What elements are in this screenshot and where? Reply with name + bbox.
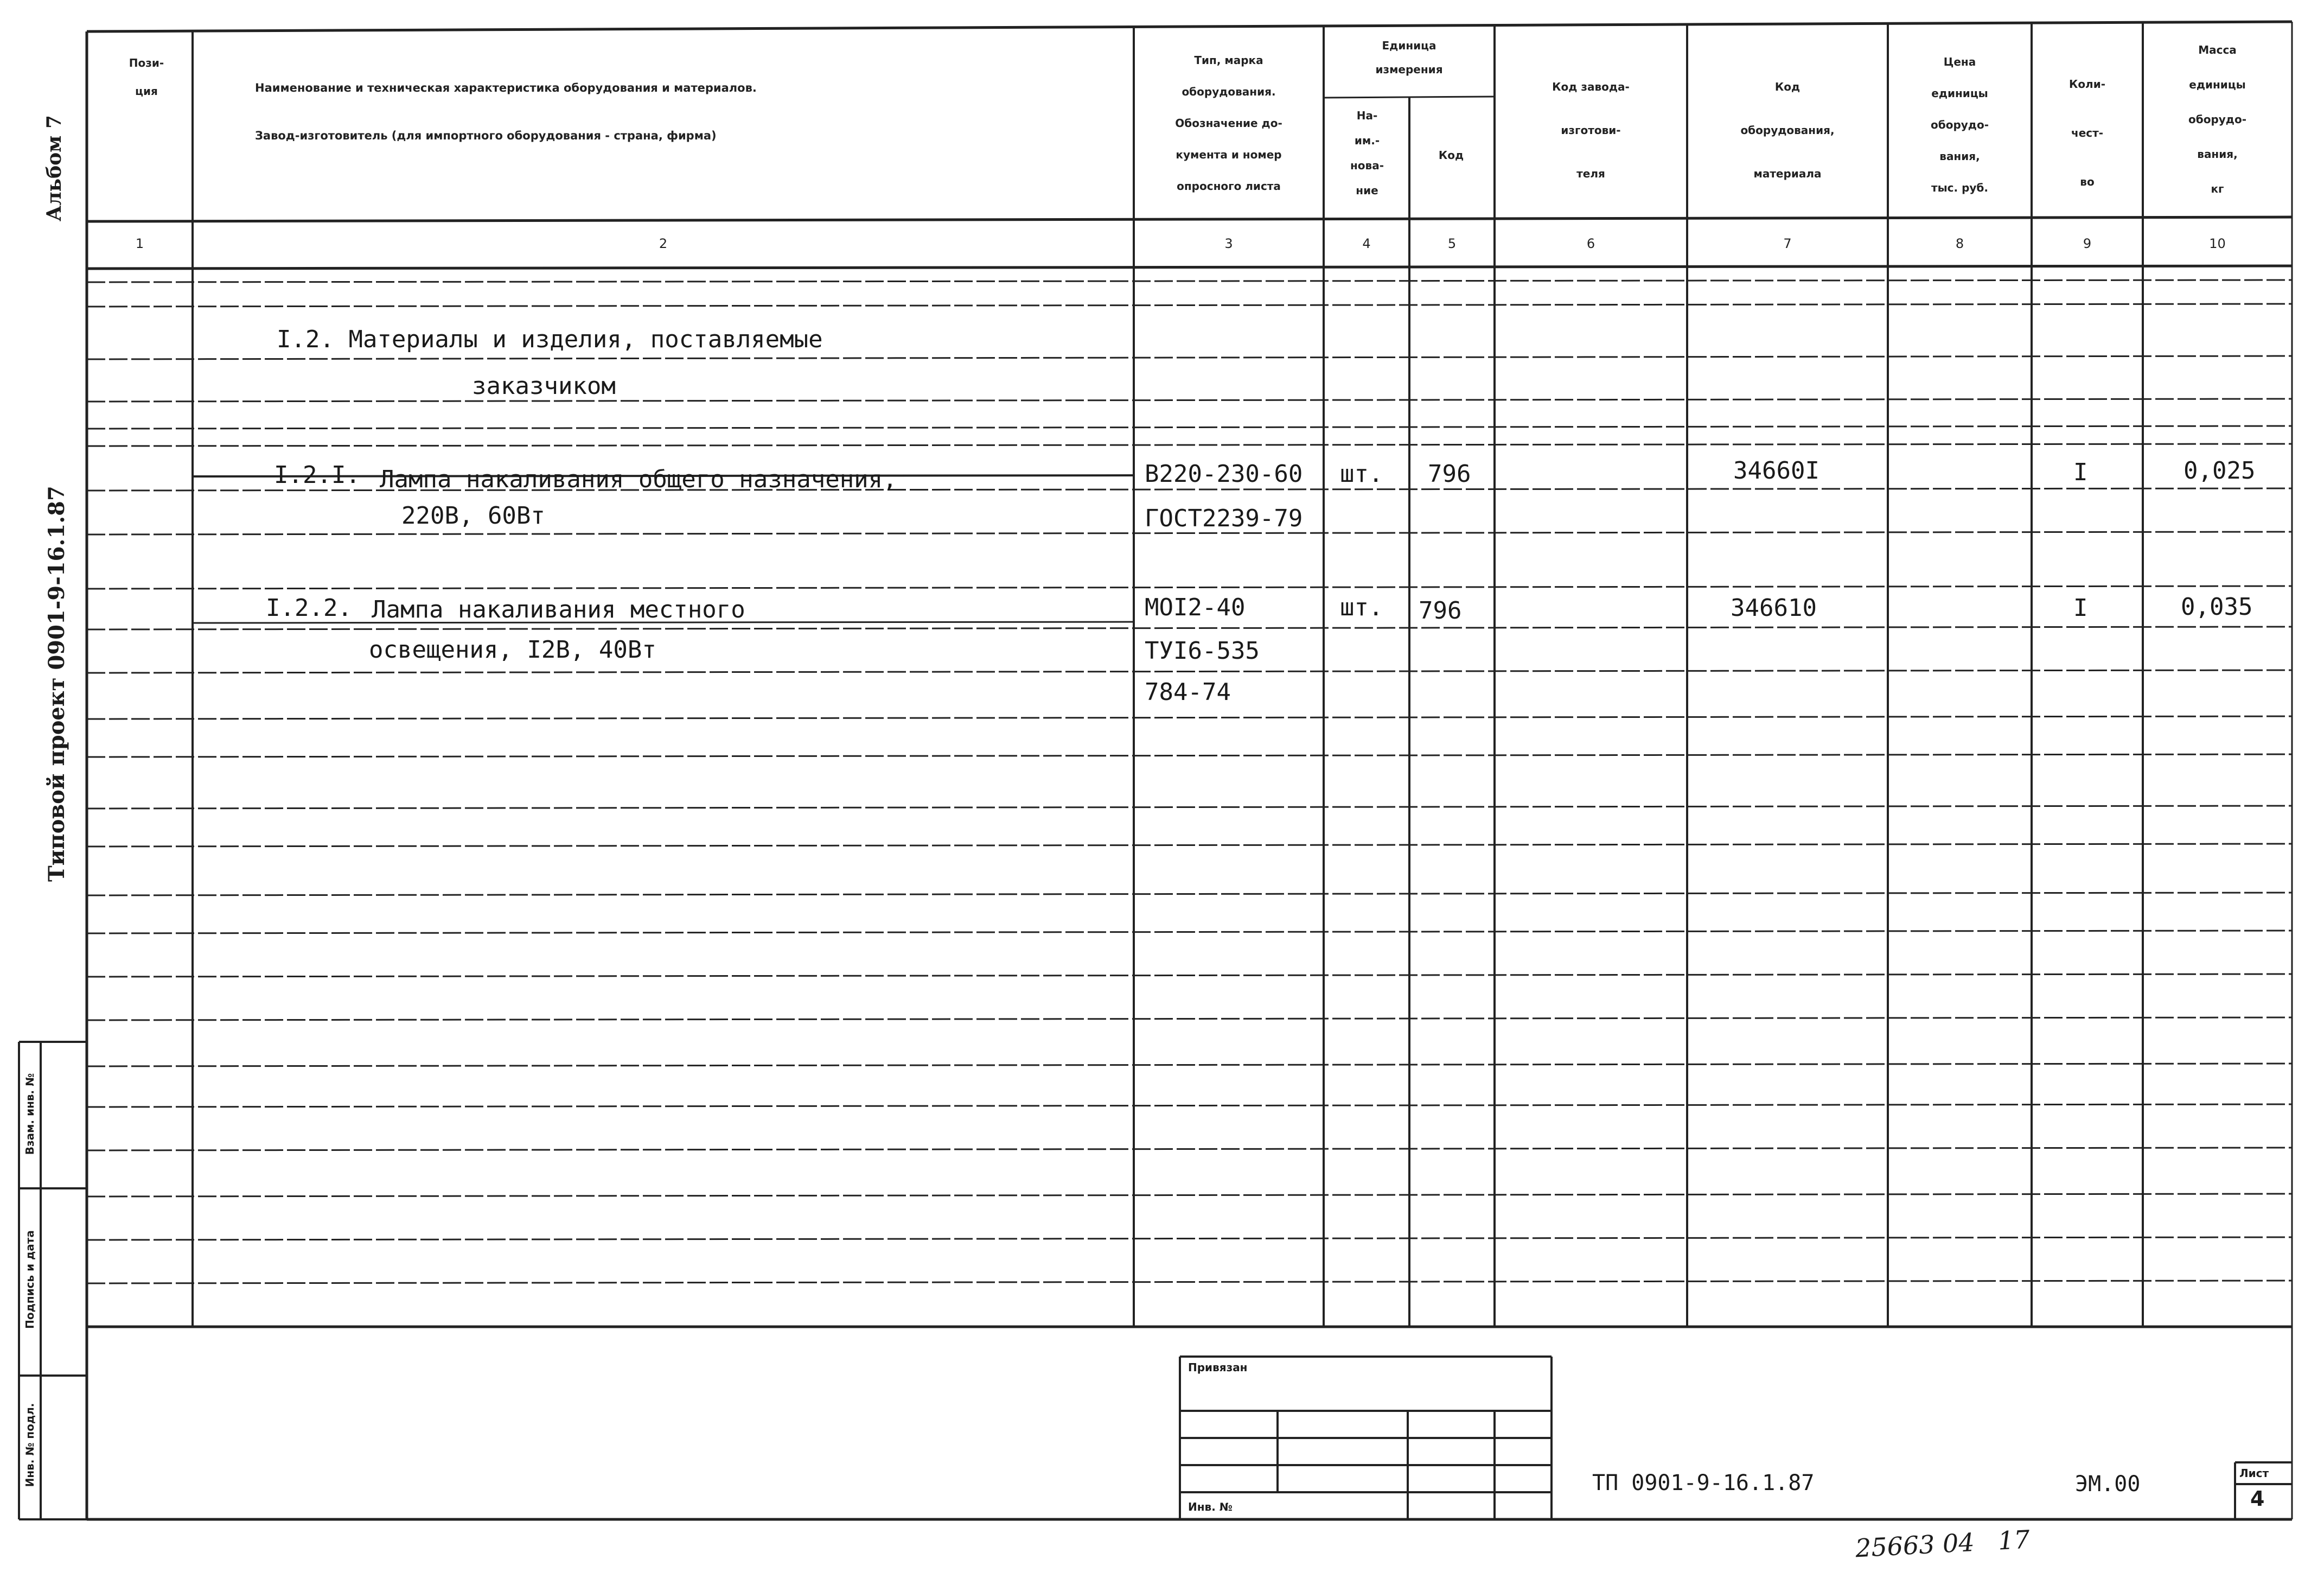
item-1-pos: I.2.I. (274, 461, 360, 489)
hdr-col6-l1: Код завода- (1552, 80, 1630, 93)
hdr-col2-line2: Завод-изготовитель (для импортного оборудования - страна, фирма) (255, 129, 717, 142)
hdr-col9-l3: во (2080, 175, 2095, 188)
hdr-col10-l3: оборудо- (2188, 113, 2246, 126)
stamp-sheet-type: ЭМ.00 (2075, 1472, 2141, 1497)
hdr-col1 (108, 49, 184, 105)
item-1-name-line1: Лампа накаливания общего назначения, (380, 466, 897, 493)
hdr-col7-l1: Код (1774, 80, 1801, 93)
hdr-col10-l5: кг (2211, 182, 2224, 195)
hdr-col10 (2146, 33, 2289, 206)
hdr-col8-l3: оборудо- (1931, 118, 1989, 131)
item-2-type-2: ТУI6-535 (1145, 637, 1260, 665)
stamp-inv: Инв. № (1188, 1500, 1233, 1513)
hdr-col6 (1497, 65, 1684, 195)
hdr-col8-l1: Цена (1943, 55, 1976, 68)
hdr-col7-l2: оборудования, (1740, 124, 1835, 137)
hdr-col3-l4: кумента и номер (1176, 148, 1282, 161)
hdr-col4-l4: ние (1356, 184, 1378, 197)
hdr-col7-l3: материала (1753, 167, 1822, 180)
hdr-col9 (2034, 60, 2140, 206)
hdr-col4-l1: На- (1356, 109, 1378, 122)
hdr-col1-l2: ция (135, 85, 158, 98)
hdr-col10-l4: вания, (2197, 148, 2238, 161)
hdr-col3-l5: опросного листа (1177, 180, 1281, 193)
item-1-mass: 0,025 (2183, 457, 2256, 485)
colnum-8: 8 (1955, 236, 1964, 251)
hdr-col8-l2: единицы (1931, 87, 1988, 100)
stamp-privyazan: Привязан (1188, 1361, 1248, 1374)
hdr-col8 (1891, 46, 2029, 203)
section-title-line1: I.2. Материалы и изделия, поставляемые (277, 326, 823, 353)
hdr-col9-l2: чест- (2071, 126, 2104, 139)
hdr-col3-l3: Обозначение до- (1175, 117, 1282, 130)
colnum-4: 4 (1362, 236, 1371, 251)
margin-cell-replace: Взам. инв. № (23, 1073, 36, 1155)
colnum-5: 5 (1447, 236, 1457, 251)
item-1-code: 34660I (1733, 457, 1819, 485)
stamp-sheet-number: 4 (2250, 1487, 2265, 1511)
item-2-unit: шт. (1340, 594, 1383, 621)
hdr-col3-l1: Тип, марка (1194, 54, 1263, 67)
hdr-col8-l4: вания, (1939, 150, 1980, 163)
hdr-col8-l5: тыс. руб. (1931, 181, 1988, 194)
item-1-unit-code: 796 (1428, 460, 1471, 488)
hdr-unit-l2: измерения (1375, 63, 1443, 76)
hdr-unit-l1: Единица (1382, 39, 1436, 52)
hdr-col3 (1137, 44, 1321, 202)
item-2-code: 346610 (1731, 594, 1817, 622)
hdr-col6-l2: изготови- (1561, 124, 1621, 137)
colnum-6: 6 (1586, 236, 1595, 251)
hdr-col2-line1: Наименование и техническая характеристика оборудования и материалов. (255, 81, 757, 94)
item-2-qty: I (2073, 594, 2088, 622)
item-2-unit-code: 796 (1419, 597, 1462, 625)
hdr-col1-l1: Пози- (129, 56, 164, 69)
colnum-2: 2 (659, 236, 668, 251)
item-1-type-2: ГОСТ2239-79 (1145, 505, 1303, 532)
item-1-qty: I (2073, 459, 2088, 486)
stamp-doc-code: ТП 0901-9-16.1.87 (1592, 1471, 1815, 1495)
item-2-name-line2: освещения, I2В, 40Вт (369, 636, 656, 664)
section-title-line2: заказчиком (472, 372, 616, 400)
hdr-col5: Код (1438, 149, 1464, 162)
colnum-10: 10 (2209, 236, 2226, 251)
item-2-type-1: МОI2-40 (1145, 594, 1246, 621)
margin-cell-sign: Подпись и дата (23, 1230, 36, 1329)
item-1-unit: шт. (1340, 460, 1383, 488)
colnum-3: 3 (1224, 236, 1233, 251)
hdr-col3-l2: оборудования. (1182, 85, 1276, 98)
item-2-pos: I.2.2. (266, 594, 352, 622)
hdr-col9-l1: Коли- (2068, 78, 2106, 91)
item-1-type-1: В220-230-60 (1145, 460, 1303, 488)
item-2-mass: 0,035 (2181, 593, 2253, 621)
hdr-col6-l3: теля (1576, 167, 1605, 180)
item-2-name-line1: Лампа накаливания местного (372, 596, 745, 623)
colnum-9: 9 (2083, 236, 2092, 251)
hdr-col10-l2: единицы (2189, 78, 2246, 91)
item-2-type-3: 784-74 (1145, 678, 1231, 706)
project-label: Типовой проект 0901-9-16.1.87 (44, 486, 69, 882)
colnum-7: 7 (1783, 236, 1792, 251)
hdr-col4-l2: им.- (1354, 134, 1380, 147)
item-1-name-line2: 220В, 60Вт (401, 502, 545, 530)
handwritten-footer-number: 25663 04 17 (1854, 1524, 2031, 1563)
album-label: Альбом 7 (43, 115, 66, 222)
hdr-col4-l3: нова- (1350, 159, 1384, 172)
hdr-col10-l1: Масса (2198, 43, 2237, 56)
hdr-col4 (1326, 103, 1408, 203)
stamp-sheet-label: Лист (2239, 1467, 2269, 1480)
hdr-unit-title (1326, 34, 1492, 81)
colnum-1: 1 (135, 236, 144, 251)
margin-cell-inv: Инв. № подл. (23, 1403, 36, 1487)
hdr-col7 (1690, 65, 1885, 195)
